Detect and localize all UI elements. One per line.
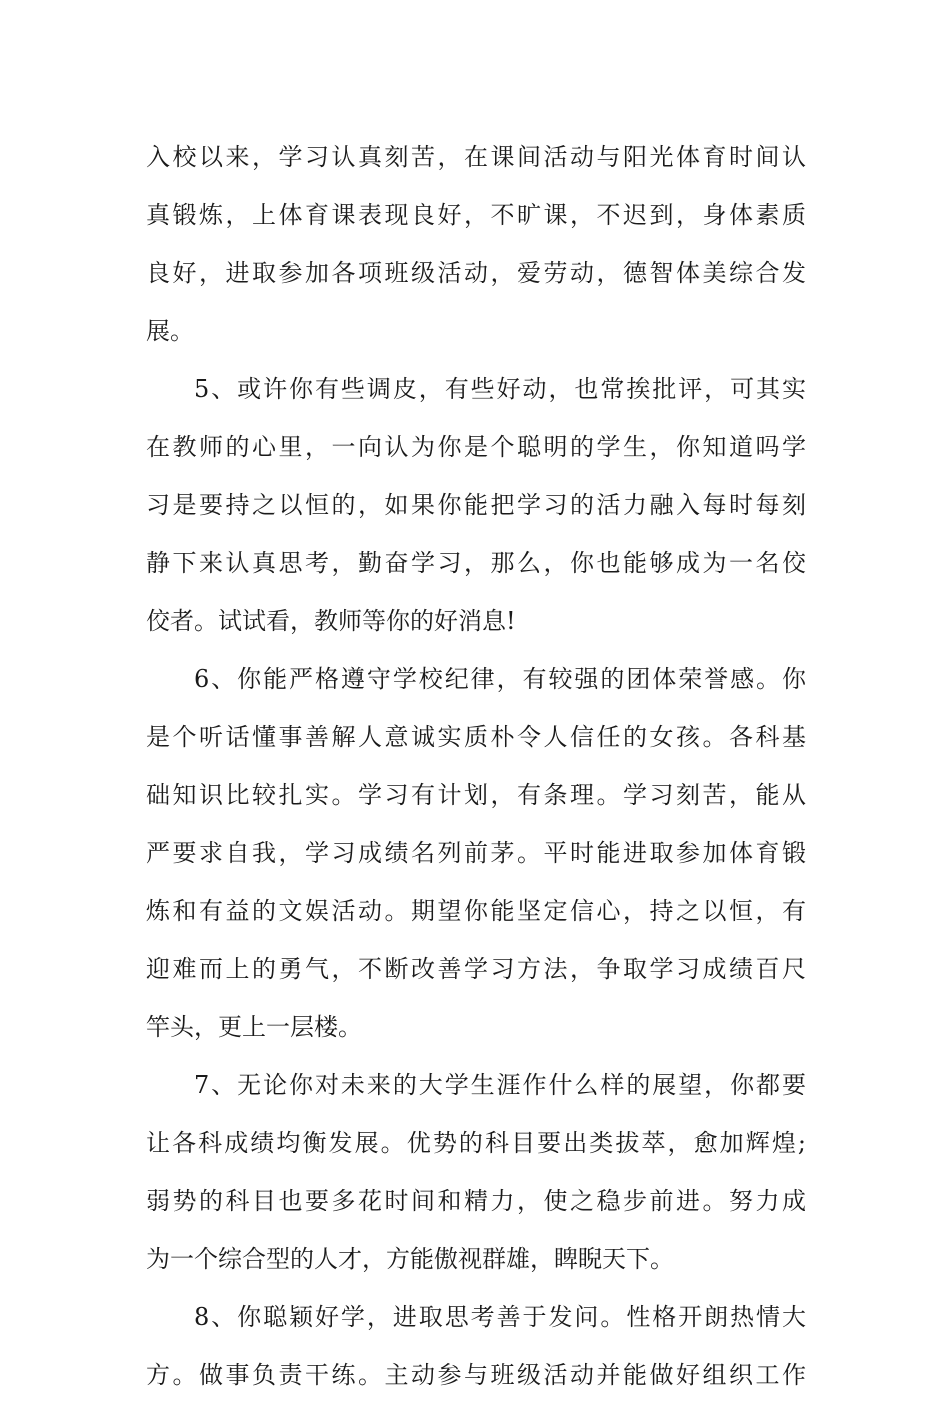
text-line: 入校以来，学习认真刻苦，在课间活动与阳光体育时间认 bbox=[146, 143, 806, 171]
text-line: 方。做事负责干练。主动参与班级活动并能做好组织工作 bbox=[146, 1361, 806, 1389]
paragraph-8 bbox=[146, 1288, 806, 1404]
text-line: 6、你能严格遵守学校纪律，有较强的团体荣誉感。你 bbox=[194, 665, 806, 693]
text-line: 佼者。试试看，教师等你的好消息! bbox=[146, 607, 516, 635]
text-line: 严要求自我，学习成绩名列前茅。平时能进取参加体育锻 bbox=[146, 839, 806, 867]
text-line: 弱势的科目也要多花时间和精力，使之稳步前进。努力成 bbox=[146, 1187, 806, 1215]
text-line: 8、你聪颖好学，进取思考善于发问。性格开朗热情大 bbox=[194, 1303, 806, 1331]
text-line: 良好，进取参加各项班级活动，爱劳动，德智体美综合发 bbox=[146, 259, 806, 287]
paragraph-continuation bbox=[146, 128, 806, 360]
text-line: 静下来认真思考，勤奋学习，那么，你也能够成为一名佼 bbox=[146, 549, 806, 577]
text-line: 炼和有益的文娱活动。期望你能坚定信心，持之以恒，有 bbox=[146, 897, 806, 925]
paragraph-6 bbox=[146, 650, 806, 1056]
text-line: 让各科成绩均衡发展。优势的科目要出类拔萃，愈加辉煌; bbox=[146, 1129, 806, 1157]
text-line: 5、或许你有些调皮，有些好动，也常挨批评，可其实 bbox=[194, 375, 806, 403]
text-line: 为一个综合型的人才，方能傲视群雄，睥睨天下。 bbox=[146, 1245, 674, 1273]
text-line: 真锻炼，上体育课表现良好，不旷课，不迟到，身体素质 bbox=[146, 201, 806, 229]
text-line: 展。 bbox=[146, 317, 194, 345]
text-line: 习是要持之以恒的，如果你能把学习的活力融入每时每刻 bbox=[146, 491, 806, 519]
document-body bbox=[146, 128, 806, 1404]
text-line: 竿头，更上一层楼。 bbox=[146, 1013, 362, 1041]
text-line: 7、无论你对未来的大学生涯作什么样的展望，你都要 bbox=[194, 1071, 806, 1099]
paragraph-5 bbox=[146, 360, 806, 650]
text-line: 是个听话懂事善解人意诚实质朴令人信任的女孩。各科基 bbox=[146, 723, 806, 751]
text-line: 在教师的心里，一向认为你是个聪明的学生，你知道吗学 bbox=[146, 433, 806, 461]
paragraph-7 bbox=[146, 1056, 806, 1288]
text-line: 础知识比较扎实。学习有计划，有条理。学习刻苦，能从 bbox=[146, 781, 806, 809]
text-line: 迎难而上的勇气，不断改善学习方法，争取学习成绩百尺 bbox=[146, 955, 806, 983]
